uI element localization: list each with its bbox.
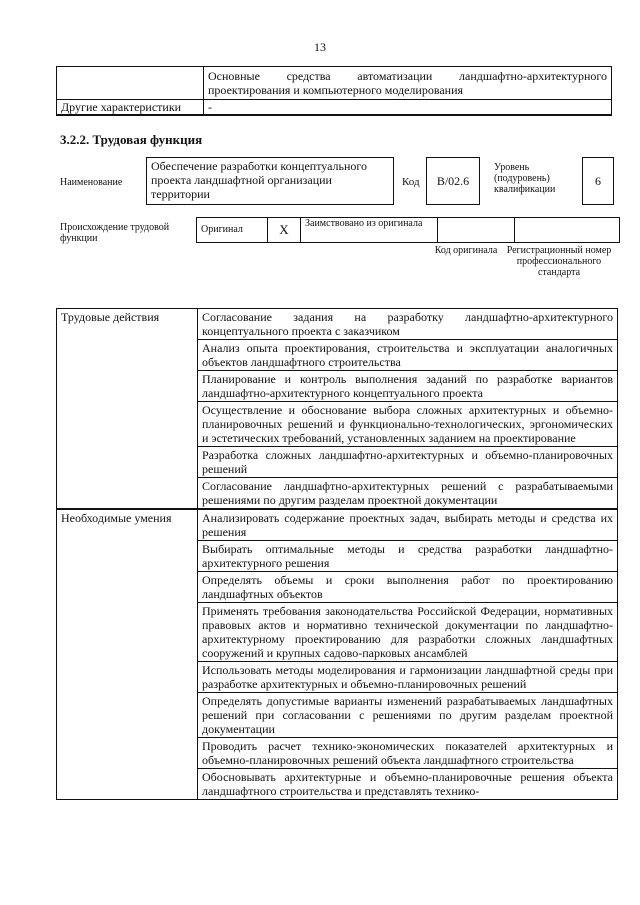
automation-tools-cell: Основные средства автоматизации ландшафтно-архитектурного проектирования и компьютерного моделирования	[204, 67, 612, 100]
list-item: Анализ опыта проектирования, строительства и эксплуатации аналогичных объектов ландшафтного строительства	[198, 340, 618, 371]
list-item: Применять требования законодательства Российской Федерации, нормативных правовых актов и нормативно технической документации по ландшафтно-архитектурному проектированию для разработки сложных ландшафтных сооружений и крупных садово-парковых ансамблей	[198, 603, 618, 662]
function-name-box: Обеспечение разработки концептуального проекта ландшафтной организации территории	[146, 157, 394, 205]
table-row	[57, 509, 618, 541]
list-item: Обосновывать архитектурные и объемно-планировочные решения объекта ландшафтного строительства и представлять технико-	[198, 769, 618, 800]
origin-label: Происхождение трудовой функции	[60, 222, 170, 244]
list-item: Планирование и контроль выполнения заданий по разработке вариантов ландшафтно-архитектурного концептуального проекта	[198, 371, 618, 402]
list-item: Согласование задания на разработку ландшафтно-архитектурного концептуального проекта с заказчиком	[198, 309, 618, 340]
qualification-level-box: 6	[582, 157, 614, 205]
code-caption: Код оригинала	[434, 245, 498, 256]
qualification-level-label: Уровень (подуровень) квалификации	[494, 162, 556, 195]
list-item: Согласование ландшафтно-архитектурных решений с разрабатываемыми решениями по другим разделам проектной документации	[198, 478, 618, 510]
list-item: Проводить расчет технико-экономических показателей архитектурных и объемно-планировочных решений объекта ландшафтного строительства	[198, 738, 618, 769]
code-label: Код	[402, 176, 420, 188]
table-row	[57, 309, 618, 340]
regnum-caption: Регистрационный номер профессионального стандарта	[506, 245, 612, 278]
empty-label-cell	[57, 67, 204, 100]
origin-table	[196, 217, 620, 243]
list-item: Определять объемы и сроки выполнения работ по проектированию ландшафтных объектов	[198, 572, 618, 603]
list-item: Использовать методы моделирования и гармонизации ландшафтной среды при разработке архитектурных и объемно-планировочных решений	[198, 662, 618, 693]
section-heading: Трудовые действия	[57, 309, 198, 510]
original-mark: X	[268, 218, 301, 243]
other-characteristics-label: Другие характеристики	[57, 100, 204, 116]
function-details-table	[56, 308, 618, 800]
borrowed-label: Заимствовано из оригинала	[301, 218, 438, 243]
list-item: Осуществление и обоснование выбора сложных архитектурных и объемно-планировочных решений и функционально-технологических, эргономических и эстетических требований, установленных заданием на проектирование	[198, 402, 618, 447]
section-heading: Необходимые умения	[57, 509, 198, 800]
other-characteristics-value: -	[204, 100, 612, 116]
list-item: Анализировать содержание проектных задач, выбирать методы и средства их решения	[198, 509, 618, 541]
name-label: Наименование	[60, 177, 123, 188]
origin-code-cell	[438, 218, 515, 243]
section-title: 3.2.2. Трудовая функция	[60, 132, 203, 147]
regnum-cell	[515, 218, 620, 243]
original-label: Оригинал	[197, 218, 268, 243]
page-number: 13	[314, 40, 326, 54]
list-item: Разработка сложных ландшафтно-архитектурных и объемно-планировочных решений	[198, 447, 618, 478]
function-code-box: B/02.6	[426, 157, 480, 205]
list-item: Выбирать оптимальные методы и средства разработки ландшафтно-архитектурного решения	[198, 541, 618, 572]
list-item: Определять допустимые варианты изменений разрабатываемых ландшафтных решений при согласовании с решениями по другим разделам проектной документации	[198, 693, 618, 738]
characteristics-table	[56, 66, 612, 116]
